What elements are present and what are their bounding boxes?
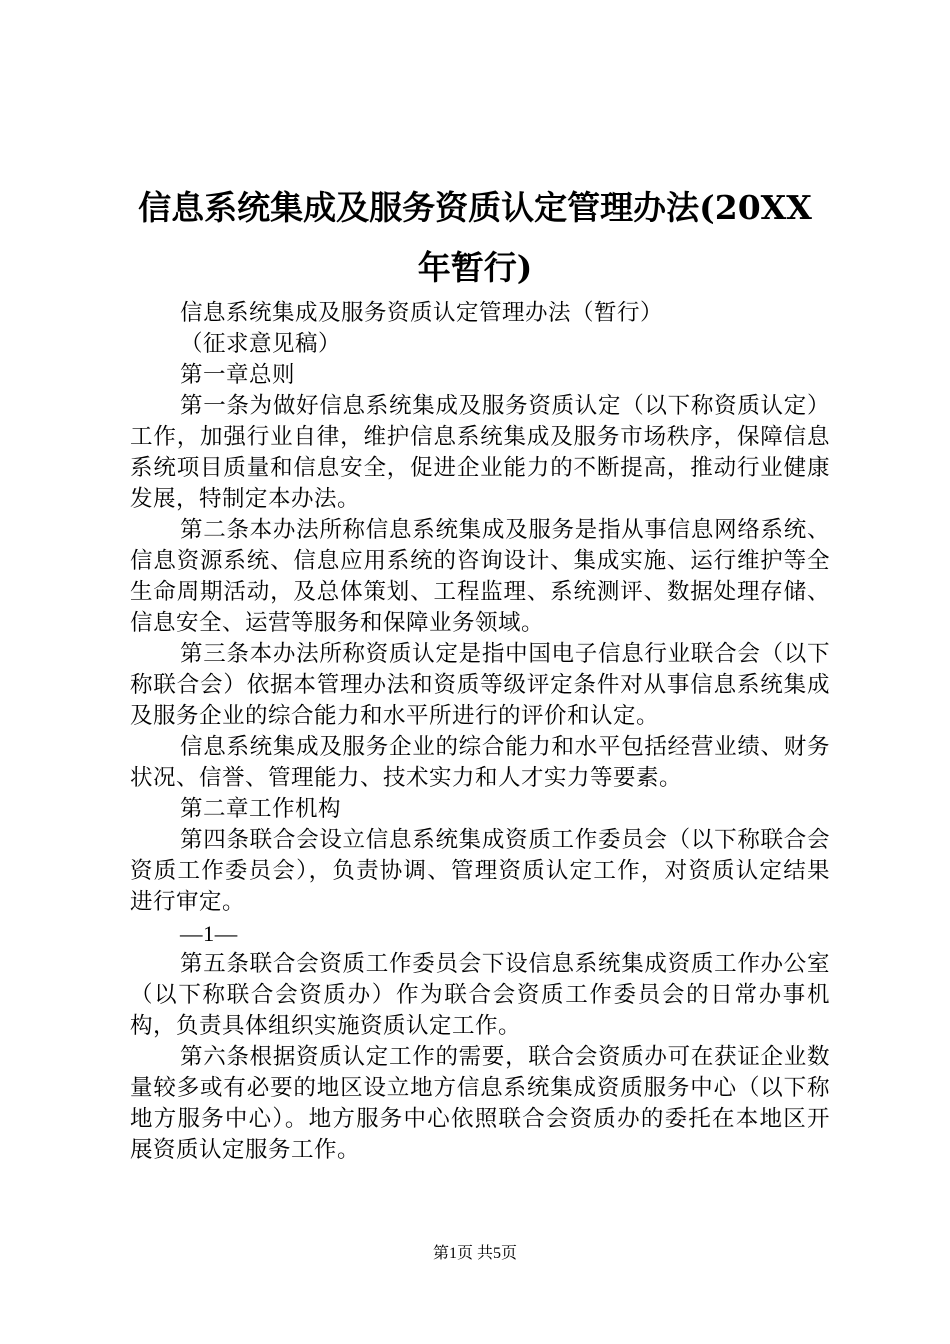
inline-page-number: —1— (180, 921, 238, 946)
document-title (100, 178, 850, 298)
body-paragraph: 信息系统集成及服务企业的综合能力和水平包括经营业绩、财务状况、信誉、管理能力、技术实力和人才实力等要素。 (130, 734, 830, 791)
subtitle-paragraph: 信息系统集成及服务资质认定管理办法（暂行） (180, 300, 664, 326)
title-line-2: 年暂行) (417, 248, 533, 287)
article-paragraph: 第一条为做好信息系统集成及服务资质认定（以下称资质认定）工作，加强行业自律，维护信息系统集成及服务市场秩序，保障信息系统项目质量和信息安全，促进企业能力的不断提高，推动行业健康发展，特制定本办法。 (130, 393, 830, 512)
document-body (130, 298, 830, 1166)
draft-note: （征求意见稿） (180, 331, 342, 357)
page-counter: 第1页 共5页 (432, 1245, 517, 1262)
article-paragraph: 第三条本办法所称资质认定是指中国电子信息行业联合会（以下称联合会）依据本管理办法和资质等级评定条件对从事信息系统集成及服务企业的综合能力和水平所进行的评价和认定。 (130, 641, 830, 729)
article-paragraph: 第六条根据资质认定工作的需要，联合会资质办可在获证企业数量较多或有必要的地区设立地方信息系统集成资质服务中心（以下称地方服务中心）。地方服务中心依照联合会资质办的委托在本地区开展资质认定服务工作。 (130, 1044, 830, 1163)
chapter-heading: 第一章总则 (180, 362, 296, 388)
chapter-heading: 第二章工作机构 (180, 796, 342, 822)
article-paragraph: 第二条本办法所称信息系统集成及服务是指从事信息网络系统、信息资源系统、信息应用系统的咨询设计、集成实施、运行维护等全生命周期活动，及总体策划、工程监理、系统测评、数据处理存储、信息安全、运营等服务和保障业务领域。 (130, 517, 830, 636)
page-footer (0, 1244, 950, 1264)
article-paragraph: 第五条联合会资质工作委员会下设信息系统集成资质工作办公室（以下称联合会资质办）作为联合会资质工作委员会的日常办事机构，负责具体组织实施资质认定工作。 (130, 951, 830, 1039)
article-paragraph: 第四条联合会设立信息系统集成资质工作委员会（以下称联合会资质工作委员会），负责协调、管理资质认定工作，对资质认定结果进行审定。 (130, 827, 830, 915)
title-line-1: 信息系统集成及服务资质认定管理办法(20XX (138, 188, 812, 227)
